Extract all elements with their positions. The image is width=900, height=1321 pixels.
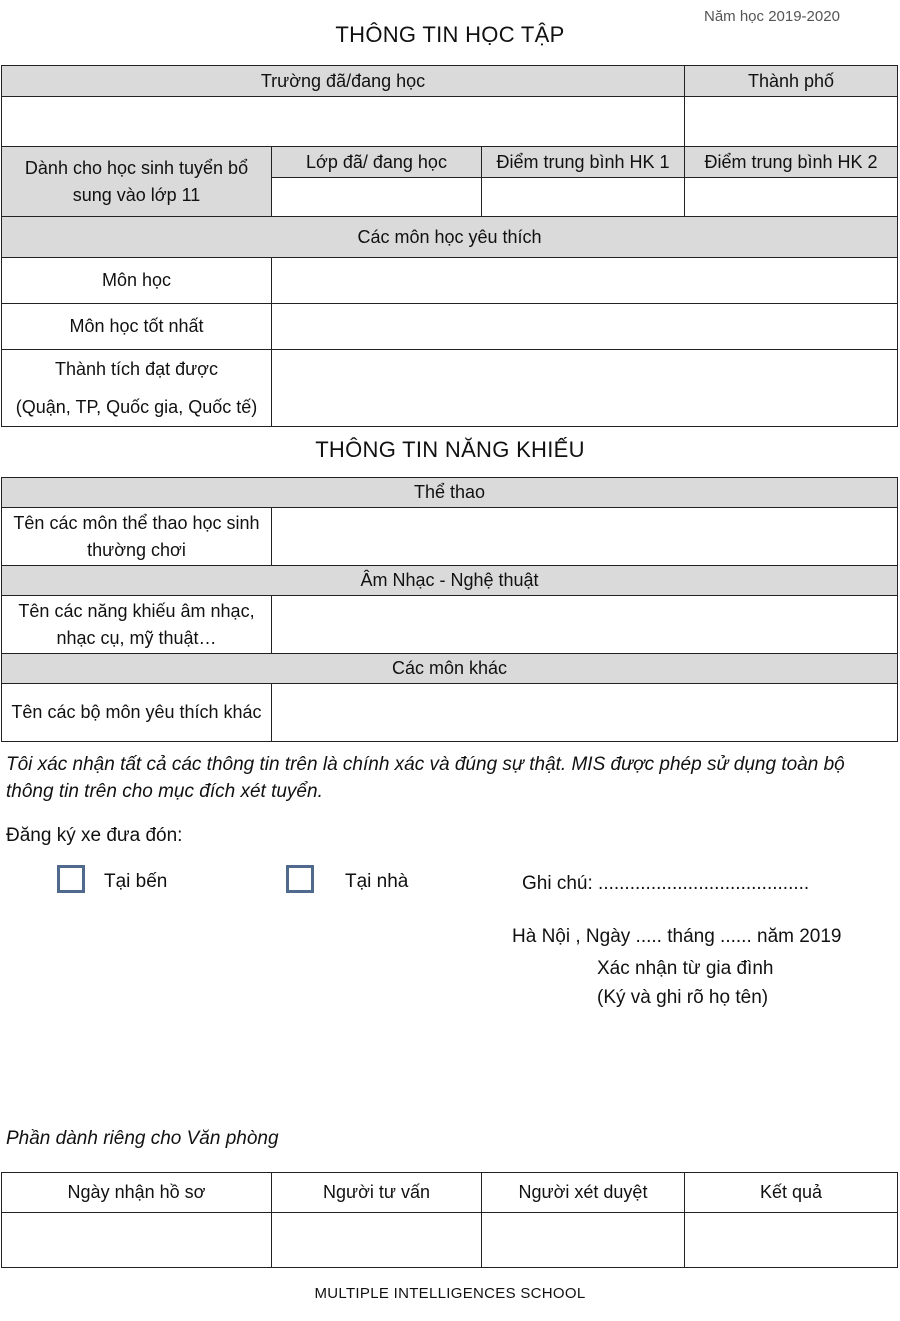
home-checkbox[interactable]	[286, 865, 314, 893]
class-input[interactable]	[272, 178, 482, 217]
family-confirmation: Xác nhận từ gia đình	[597, 958, 774, 979]
subject-input[interactable]	[272, 258, 898, 304]
signature-instruction: (Ký và ghi rõ họ tên)	[597, 987, 769, 1008]
office-section-title: Phần dành riêng cho Văn phòng	[6, 1128, 279, 1149]
place-date: Hà Nội , Ngày ..... tháng ...... năm 2019	[512, 926, 842, 947]
gpa-hk1-header: Điểm trung bình HK 1	[482, 147, 685, 178]
gpa-hk2-header: Điểm trung bình HK 2	[685, 147, 898, 178]
class-header: Lớp đã/ đang học	[272, 147, 482, 178]
achievements-sub: (Quận, TP, Quốc gia, Quốc tế)	[15, 397, 258, 417]
best-subject-label: Môn học tốt nhất	[2, 304, 272, 350]
subject-label: Môn học	[2, 258, 272, 304]
academic-info-title: THÔNG TIN HỌC TẬP	[335, 22, 565, 47]
music-header: Âm Nhạc - Nghệ thuật	[2, 566, 898, 596]
home-option-label: Tại nhà	[345, 871, 409, 892]
transport-note: Ghi chú: ........................................	[522, 873, 810, 894]
reviewer-input[interactable]	[482, 1213, 685, 1268]
talent-info-title: THÔNG TIN NĂNG KHIẾU	[315, 437, 585, 462]
school-name-footer: MULTIPLE INTELLIGENCES SCHOOL	[314, 1285, 586, 1302]
city-header: Thành phố	[685, 66, 898, 97]
favorite-subjects-header: Các môn học yêu thích	[2, 217, 898, 258]
other-label: Tên các bộ môn yêu thích khác	[2, 684, 272, 742]
consultant-header: Người tư vấn	[272, 1173, 482, 1213]
received-date-header: Ngày nhận hồ sơ	[2, 1173, 272, 1213]
best-subject-input[interactable]	[272, 304, 898, 350]
academic-info-table	[1, 65, 898, 427]
result-header: Kết quả	[685, 1173, 898, 1213]
talent-info-table	[1, 477, 898, 742]
station-option-label: Tại bến	[104, 871, 168, 892]
result-input[interactable]	[685, 1213, 898, 1268]
school-year: Năm học 2019-2020	[704, 8, 840, 25]
consultant-input[interactable]	[272, 1213, 482, 1268]
achievements-label: Thành tích đạt được	[55, 359, 218, 379]
sports-label: Tên các môn thể thao học sinh thường chơi	[2, 508, 272, 566]
reviewer-header: Người xét duyệt	[482, 1173, 685, 1213]
gpa-hk1-input[interactable]	[482, 178, 685, 217]
other-input[interactable]	[272, 684, 898, 742]
received-date-input[interactable]	[2, 1213, 272, 1268]
music-input[interactable]	[272, 596, 898, 654]
sports-header: Thể thao	[2, 478, 898, 508]
office-table	[1, 1172, 898, 1268]
supplementary-label: Dành cho học sinh tuyển bổ sung vào lớp 11	[2, 147, 272, 217]
sports-input[interactable]	[272, 508, 898, 566]
achievements-cell	[2, 350, 272, 427]
music-label: Tên các năng khiếu âm nhạc, nhạc cụ, mỹ thuật…	[2, 596, 272, 654]
station-checkbox[interactable]	[57, 865, 85, 893]
other-header: Các môn khác	[2, 654, 898, 684]
declaration-text: Tôi xác nhận tất cả các thông tin trên là chính xác và đúng sự thật. MIS được phép sử dụng toàn bộ thông tin trên cho mục đích xét tuyển.	[6, 754, 845, 802]
school-input[interactable]	[2, 97, 685, 147]
achievements-input[interactable]	[272, 350, 898, 427]
gpa-hk2-input[interactable]	[685, 178, 898, 217]
transport-label: Đăng ký xe đưa đón:	[6, 825, 183, 846]
school-header: Trường đã/đang học	[2, 66, 685, 97]
city-input[interactable]	[685, 97, 898, 147]
